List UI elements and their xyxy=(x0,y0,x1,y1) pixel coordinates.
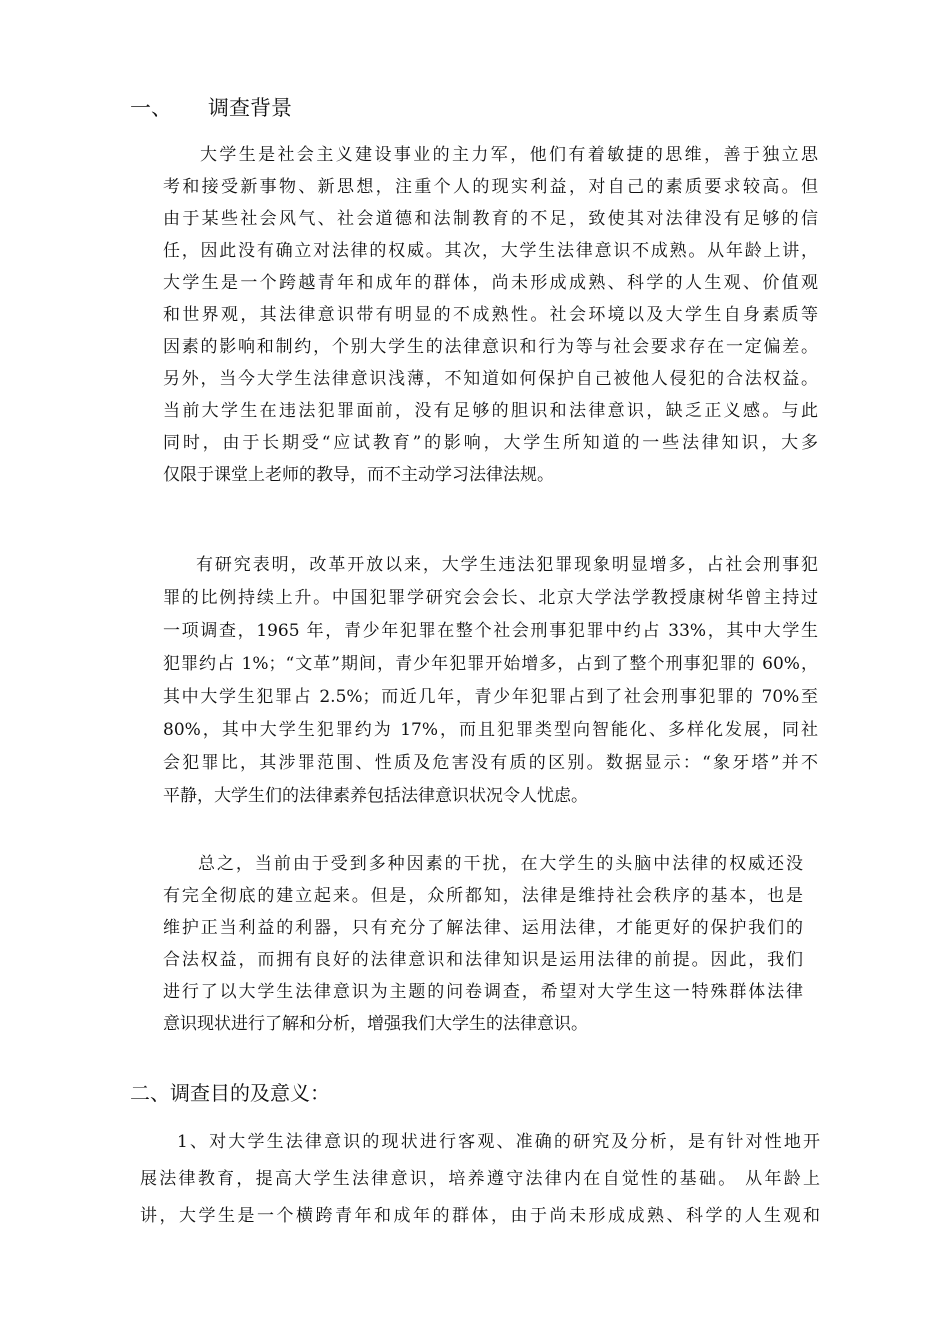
text-line: 维护正当利益的利器，只有充分了解法律、运用法律，才能更好的保护我们的 xyxy=(163,918,803,938)
text-line: 同时，由于长期受“应试教育”的影响，大学生所知道的一些法律知识，大多 xyxy=(163,433,818,453)
text-line: 1、对大学生法律意识的现状进行客观、准确的研究及分析，是有针对性地开 xyxy=(177,1132,820,1152)
text-line: 因素的影响和制约，个别大学生的法律意识和行为等与社会要求存在一定偏差。 xyxy=(163,337,818,357)
text-line: 有研究表明，改革开放以来，大学生违法犯罪现象明显增多，占社会刑事犯 xyxy=(196,555,818,575)
text-line: 仅限于课堂上老师的教导，而不主动学习法律法规。 xyxy=(163,465,554,485)
text-line: 总之，当前由于受到多种因素的干扰，在大学生的头脑中法律的权威还没 xyxy=(198,854,803,874)
paragraph-purpose-item-1 xyxy=(140,1124,820,1235)
text-line: 由于某些社会风气、社会道德和法制教育的不足，致使其对法律没有足够的信 xyxy=(163,209,818,229)
text-line: 80%，其中大学生犯罪约为 17%，而且犯罪类型向智能化、多样化发展，同社 xyxy=(163,720,818,740)
section-heading-background xyxy=(130,94,292,122)
text-line: 当前大学生在违法犯罪面前，没有足够的胆识和法律意识，缺乏正义感。与此 xyxy=(163,401,818,421)
paragraph-research-statistics xyxy=(163,549,818,813)
text-line: 进行了以大学生法律意识为主题的问卷调查，希望对大学生这一特殊群体法律 xyxy=(163,982,803,1002)
text-line: 意识现状进行了解和分析，增强我们大学生的法律意识。 xyxy=(163,1014,588,1034)
text-line: 大学生是社会主义建设事业的主力军，他们有着敏捷的思维，善于独立思 xyxy=(200,145,818,165)
text-line: 会犯罪比，其涉罪范围、性质及危害没有质的区别。数据显示：“象牙塔”并不 xyxy=(163,753,818,773)
text-line: 展法律教育，提高大学生法律意识，培养遵守法律内在自觉性的基础。 从年龄上 xyxy=(140,1169,820,1189)
section-heading-purpose: 二、调查目的及意义： xyxy=(130,1081,330,1105)
text-line: 合法权益，而拥有良好的法律意识和法律知识是运用法律的前提。因此，我们 xyxy=(163,950,803,970)
text-line: 考和接受新事物、新思想，注重个人的现实利益，对自己的素质要求较高。但 xyxy=(163,177,818,197)
text-line: 其中大学生犯罪占 2.5%；而近几年，青少年犯罪占到了社会刑事犯罪的 70%至 xyxy=(163,687,818,707)
section-number: 一、 xyxy=(130,96,172,120)
text-line: 另外，当今大学生法律意识浅薄，不知道如何保护自己被他人侵犯的合法权益。 xyxy=(163,369,818,389)
text-line: 大学生是一个跨越青年和成年的群体，尚未形成成熟、科学的人生观、价值观 xyxy=(163,273,818,293)
paragraph-background-intro xyxy=(163,139,818,491)
text-line: 犯罪约占 1%；“文革”期间，青少年犯罪开始增多，占到了整个刑事犯罪的 60%， xyxy=(163,654,818,674)
text-line: 任，因此没有确立对法律的权威。其次，大学生法律意识不成熟。从年龄上讲， xyxy=(163,241,818,261)
section-title: 调查背景 xyxy=(208,96,292,120)
text-line: 平静，大学生们的法律素养包括法律意识状况令人忧虑。 xyxy=(163,786,588,806)
text-line: 有完全彻底的建立起来。但是，众所都知，法律是维持社会秩序的基本，也是 xyxy=(163,886,803,906)
paragraph-summary xyxy=(163,848,803,1040)
text-line: 罪的比例持续上升。中国犯罪学研究会会长、北京大学法学教授康树华曾主持过 xyxy=(163,588,818,608)
text-line: 和世界观，其法律意识带有明显的不成熟性。社会环境以及大学生自身素质等 xyxy=(163,305,818,325)
text-line: 一项调查，1965 年，青少年犯罪在整个社会刑事犯罪中约占 33%，其中大学生 xyxy=(163,621,818,641)
text-line: 讲，大学生是一个横跨青年和成年的群体，由于尚未形成成熟、科学的人生观和 xyxy=(140,1206,820,1226)
